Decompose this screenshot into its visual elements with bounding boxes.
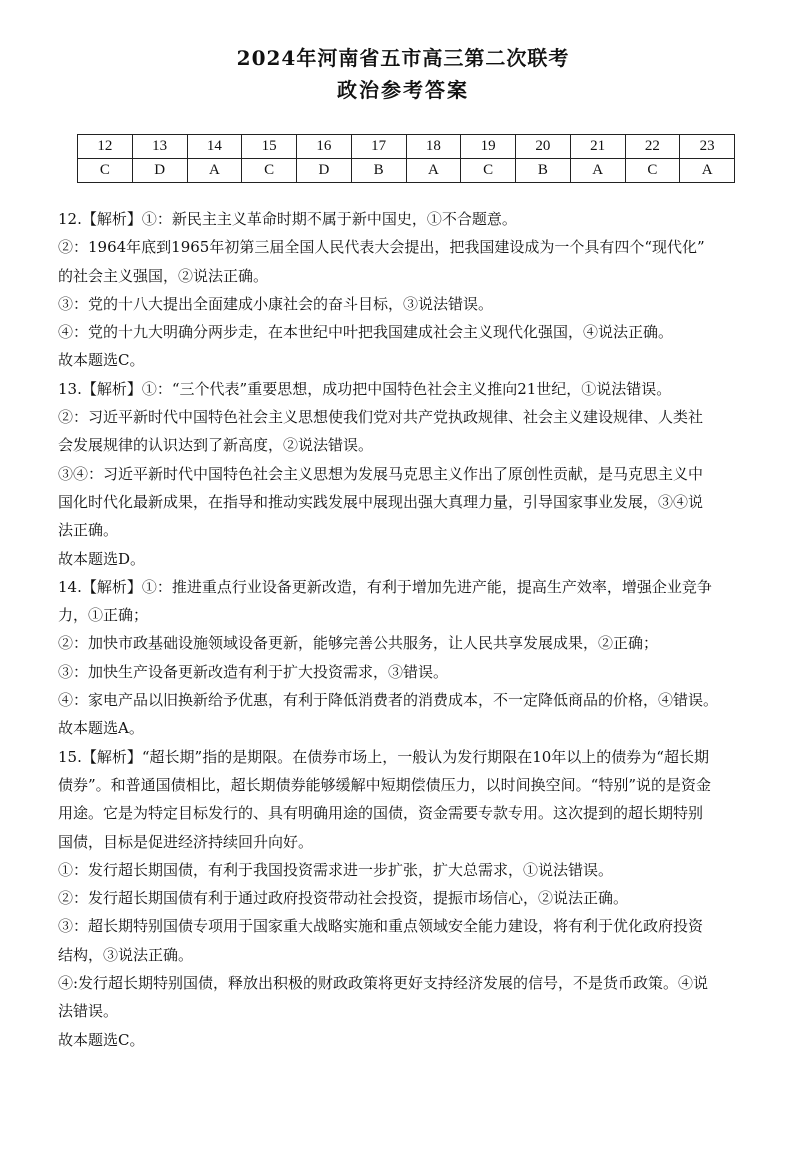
answer-cell: D <box>297 159 352 183</box>
explanation-line: ②：发行超长期国债有利于通过政府投资带动社会投资，提振市场信心，②说法正确。 <box>58 889 629 908</box>
explanation-line: ③：超长期特别国债专项用于国家重大战略实施和重点领域安全能力建设，将有利于优化政府投资 <box>58 917 704 936</box>
page-title: 2024年河南省五市高三第二次联考 <box>236 46 570 70</box>
question-number-cell: 15 <box>242 135 297 159</box>
explanation-line: 15.【解析】“超长期”指的是期限。在债券市场上，一般认为发行期限在10年以上的债券为“超长期 <box>58 747 709 766</box>
explanation-line: 法正确。 <box>58 521 119 540</box>
explanation-line: 结构，③说法正确。 <box>58 945 194 964</box>
question-number-row <box>78 135 735 159</box>
explanation-line: 会发展规律的认识达到了新高度，②说法错误。 <box>58 436 374 455</box>
explanation-line: ③：党的十八大提出全面建成小康社会的奋斗目标，③说法错误。 <box>58 294 494 313</box>
answer-cell: B <box>516 159 571 183</box>
explanation-line: 故本题选A。 <box>58 719 144 738</box>
explanation-line: 故本题选C。 <box>58 351 145 370</box>
explanation-line: ②：加快市政基础设施领域设备更新，能够完善公共服务，让人民共享发展成果，②正确； <box>58 634 659 653</box>
explanation-body <box>58 205 748 1054</box>
question-number-cell: 18 <box>406 135 461 159</box>
question-number-cell: 17 <box>351 135 406 159</box>
answer-cell: B <box>351 159 406 183</box>
explanation-line: ③：加快生产设备更新改造有利于扩大投资需求，③错误。 <box>58 662 449 681</box>
explanation-line: 的社会主义强国，②说法正确。 <box>58 266 269 285</box>
question-number-cell: 19 <box>461 135 516 159</box>
explanation-line: ④：家电产品以旧换新给予优惠，有利于降低消费者的消费成本，不一定降低商品的价格，④错误。 <box>58 691 719 710</box>
question-number-cell: 22 <box>625 135 680 159</box>
explanation-line: 故本题选D。 <box>58 549 146 568</box>
explanation-line: 故本题选C。 <box>58 1030 145 1049</box>
explanation-line: 14.【解析】①：推进重点行业设备更新改造，有利于增加先进产能，提高生产效率，增强企业竞争 <box>58 577 712 596</box>
explanation-line: ③④：习近平新时代中国特色社会主义思想为发展马克思主义作出了原创性贡献，是马克思主义中 <box>58 464 704 483</box>
question-number-cell: 14 <box>187 135 242 159</box>
explanation-line: ④:发行超长期特别国债，释放出积极的财政政策将更好支持经济发展的信号，不是货币政策。④说 <box>58 974 709 993</box>
explanation-line: 力，①正确； <box>58 606 149 625</box>
answer-cell: A <box>570 159 625 183</box>
answer-row <box>78 159 735 183</box>
answer-cell: C <box>242 159 297 183</box>
question-number-cell: 12 <box>78 135 133 159</box>
explanation-line: 国化时代化最新成果，在指导和推动实践发展中展现出强大真理力量，引导国家事业发展，③④说 <box>58 492 704 511</box>
answer-cell: D <box>132 159 187 183</box>
answer-cell: A <box>680 159 735 183</box>
explanation-line: ④：党的十九大明确分两步走，在本世纪中叶把我国建成社会主义现代化强国，④说法正确。 <box>58 323 674 342</box>
explanation-line: 用途。它是为特定目标发行的、具有明确用途的国债，资金需要专款专用。这次提到的超长期特别 <box>58 804 704 823</box>
explanation-line: 13.【解析】①：“三个代表”重要思想，成功把中国特色社会主义推向21世纪，①说法错误。 <box>58 379 672 398</box>
question-number-cell: 16 <box>297 135 352 159</box>
answer-table <box>77 134 735 183</box>
answer-cell: A <box>406 159 461 183</box>
explanation-line: 12.【解析】①：新民主主义革命时期不属于新中国史，①不合题意。 <box>58 210 517 228</box>
explanation-line: 法错误。 <box>58 1002 119 1021</box>
explanation-line: 国债，目标是促进经济持续回升向好。 <box>58 832 314 851</box>
explanation-line: ①：发行超长期国债，有利于我国投资需求进一步扩张，扩大总需求，①说法错误。 <box>58 860 614 879</box>
answer-cell: C <box>461 159 516 183</box>
answer-page <box>0 44 800 1176</box>
question-number-cell: 13 <box>132 135 187 159</box>
page-subtitle: 政治参考答案 <box>337 78 469 102</box>
question-number-cell: 21 <box>570 135 625 159</box>
answer-cell: A <box>187 159 242 183</box>
question-number-cell: 20 <box>516 135 571 159</box>
question-number-cell: 23 <box>680 135 735 159</box>
answer-cell: C <box>78 159 133 183</box>
explanation-line: ②：习近平新时代中国特色社会主义思想使我们党对共产党执政规律、社会主义建设规律、人类社 <box>58 408 704 427</box>
answer-cell: C <box>625 159 680 183</box>
explanation-line: ②：1964年底到1965年初第三届全国人民代表大会提出，把我国建设成为一个具有四个“现代化” <box>58 238 705 257</box>
explanation-line: 债券”。和普通国债相比，超长期债券能够缓解中短期偿债压力，以时间换空间。“特别”说的是资金 <box>58 775 712 794</box>
